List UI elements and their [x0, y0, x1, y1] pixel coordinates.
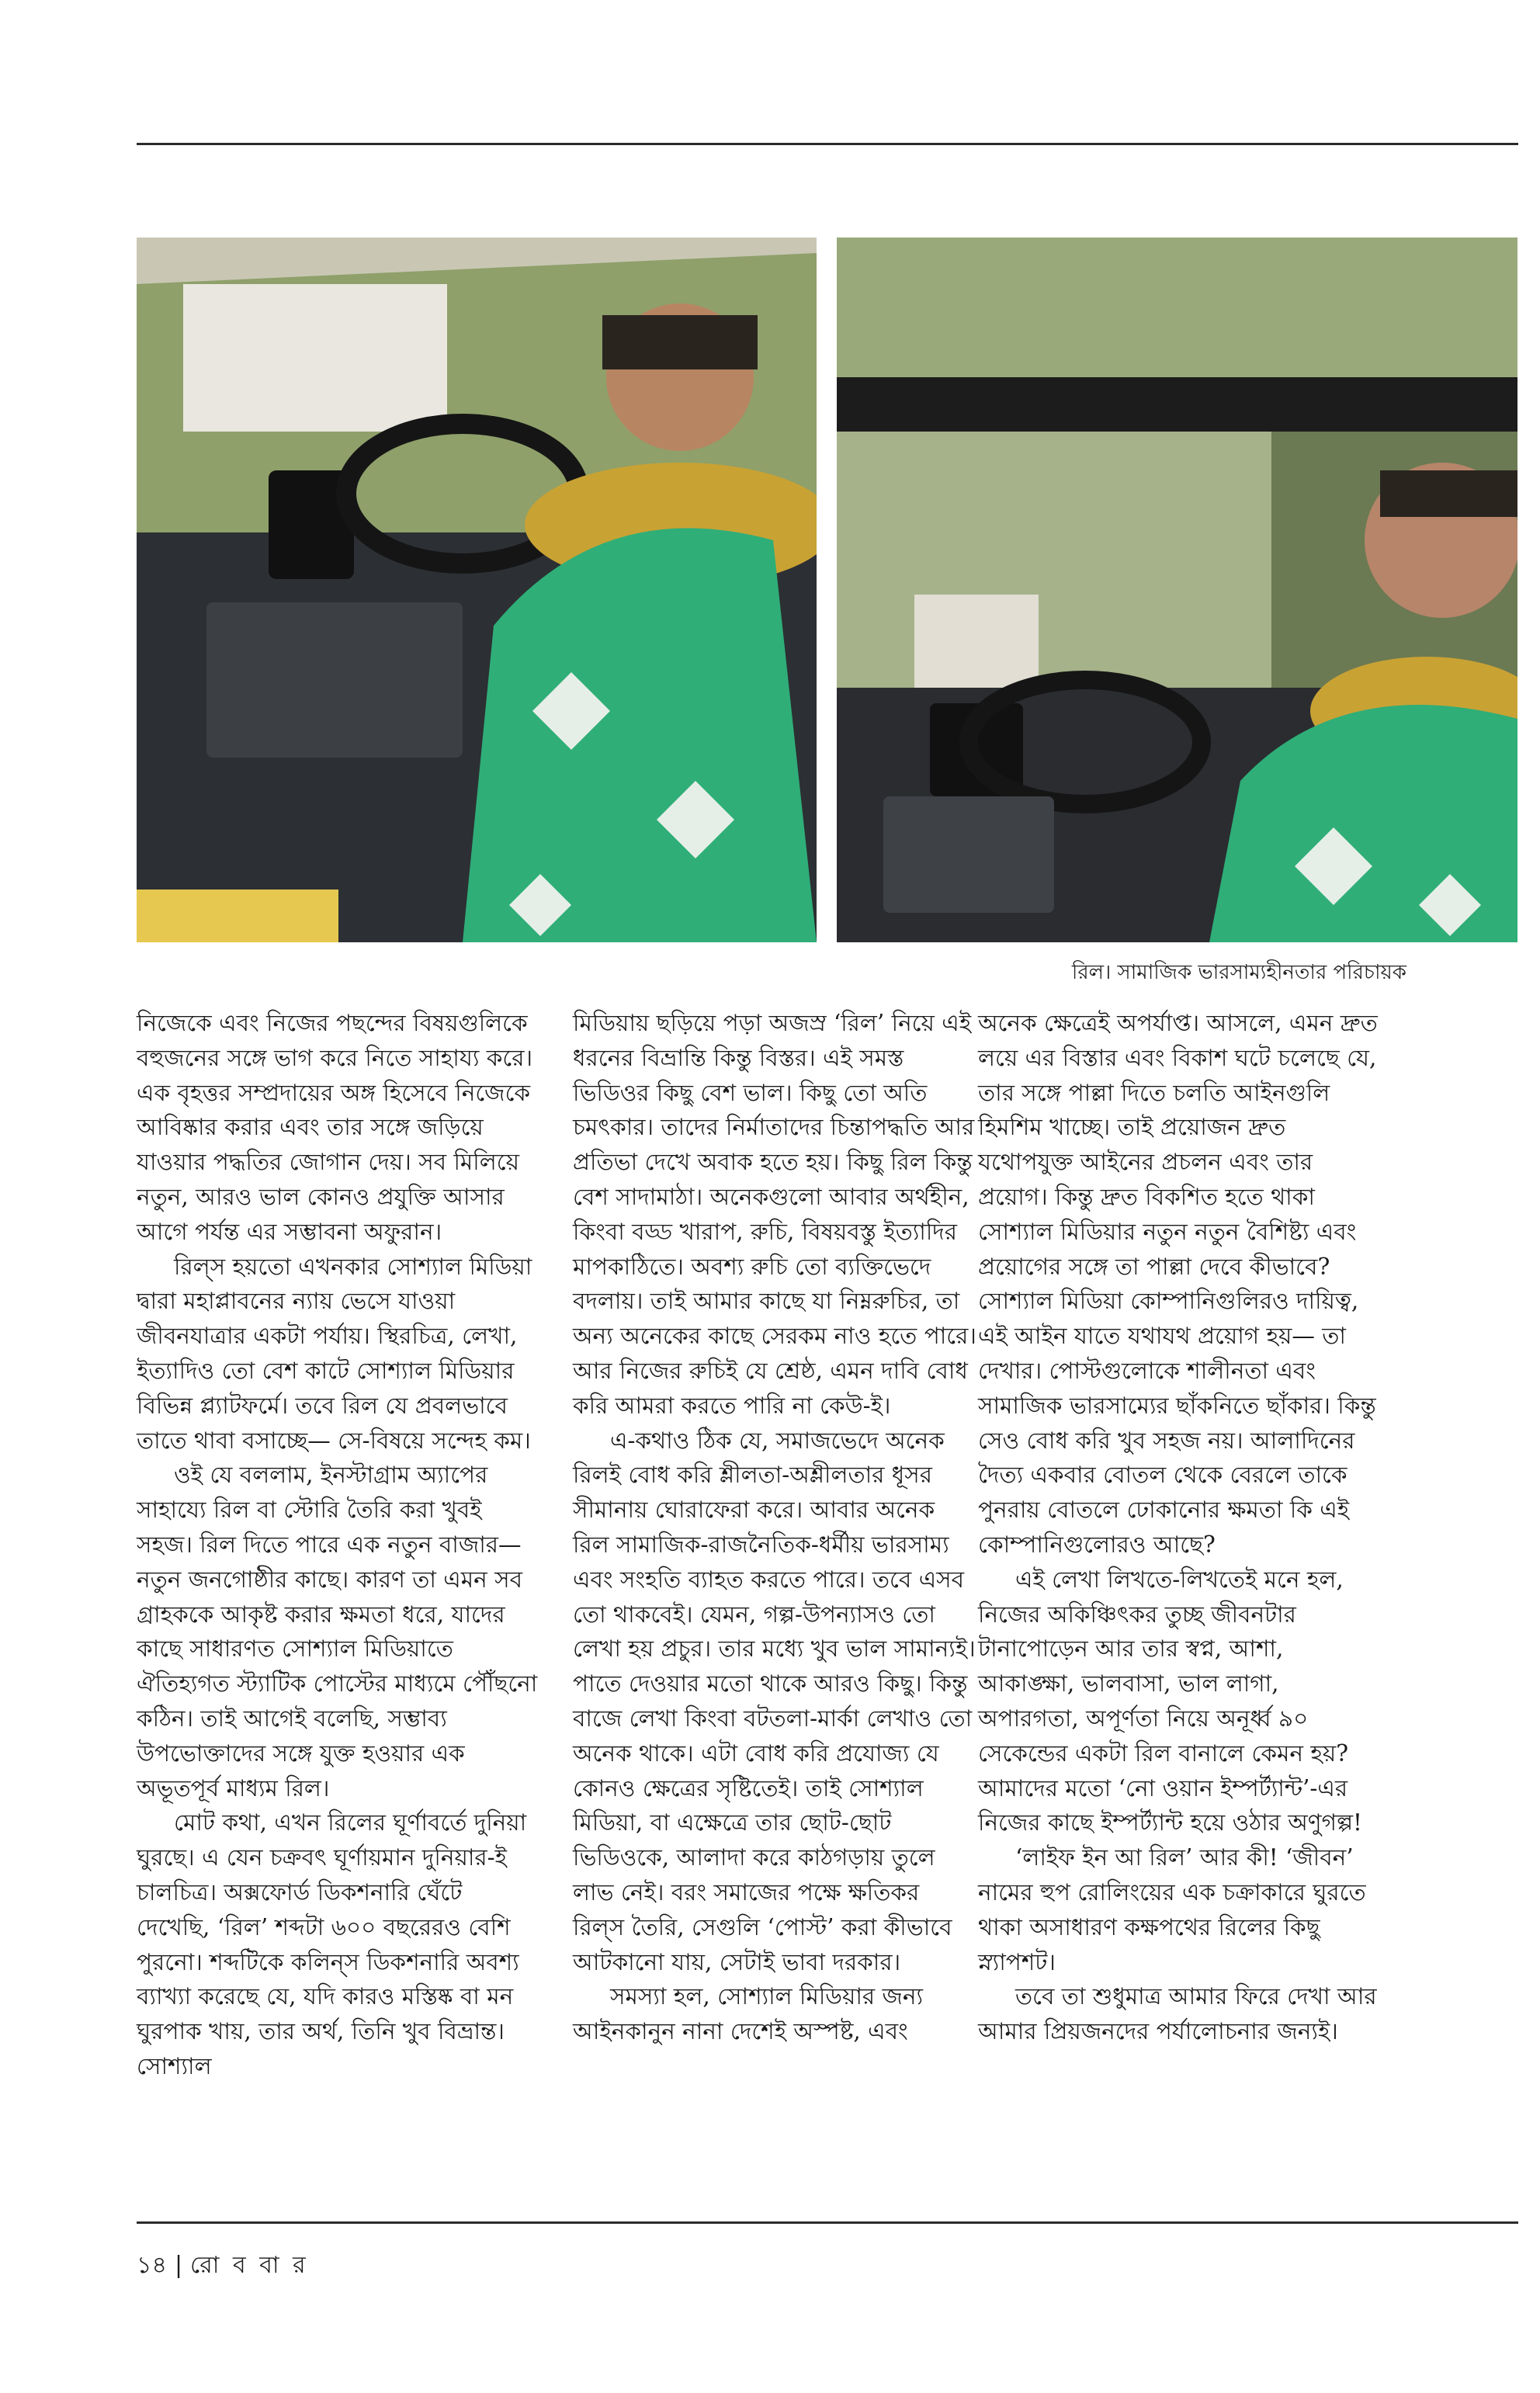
photo-driver-front	[137, 238, 817, 942]
footer-rule	[137, 2221, 1518, 2224]
article-column-2	[573, 1006, 976, 2049]
paragraph: মোট কথা, এখন রিলের ঘূর্ণাবর্তে দুনিয়া ঘুরছে। এ যেন চক্রবৎ ঘূর্ণায়মান দুনিয়ার-ই চালচিত্র। অক্সফোর্ড ডিকশনারি ঘেঁটে দেখেছি, ‘রিল’ শব্দটা ৬০০ বছরেরও বেশি পুরনো। শব্দটিকে কলিন্‌স ডিকশনারি অবশ্য ব্যাখ্যা করেছে যে, যদি কারও মস্তিষ্ক বা মন ঘুরপাক খায়, তার অর্থ, তিনি খুব বিভ্রান্ত। সোশ্যাল	[137, 1809, 527, 2079]
car-driver-photo-icon	[837, 238, 1517, 942]
paragraph: এই লেখা লিখতে-লিখতেই মনে হল, নিজের অকিঞ্চিৎকর তুচ্ছ জীবনটার টানাপোড়েন আর তার স্বপ্ন, আশা, আকাঙ্ক্ষা, ভালবাসা, ভাল লাগা, অপারগতা, অপূর্ণতা নিয়ে অনূর্ধ্ব ৯০ সেকেন্ডের একটা রিল বানালে কেমন হয়? আমাদের মতো ‘নো ওয়ান ইম্পর্ট্যান্ট’-এর নিজের কাছে ইম্পর্ট্যান্ট হয়ে ওঠার অণুগল্প!	[978, 1566, 1362, 1836]
header-rule	[137, 143, 1518, 145]
paragraph: ওই যে বললাম, ইনস্টাগ্রাম অ্যাপের সাহায্যে রিল বা স্টোরি তৈরি করা খুবই সহজ। রিল দিতে পারে এক নতুন বাজার— নতুন জনগোষ্ঠীর কাছে। কারণ তা এমন সব গ্রাহককে আকৃষ্ট করার ক্ষমতা ধরে, যাদের কাছে সাধারণত সোশ্যাল মিডিয়াতে ঐতিহ্যগত স্ট্যাটিক পোস্টের মাধ্যমে পৌঁছনো কঠিন। তাই আগেই বলেছি, সম্ভাব্য উপভোক্তাদের সঙ্গে যুক্ত হওয়ার এক অভূতপূর্ব মাধ্যম রিল।	[137, 1462, 538, 1802]
paragraph: তবে তা শুধুমাত্র আমার ফিরে দেখা আর আমার প্রিয়জনদের পর্যালোচনার জন্যই।	[978, 1983, 1377, 2045]
paragraph: অনেক ক্ষেত্রেই অপর্যাপ্ত। আসলে, এমন দ্রুত লয়ে এর বিস্তার এবং বিকাশ ঘটে চলেছে যে, তার সঙ্গে পাল্লা দিতে চলতি আইনগুলি হিমশিম খাচ্ছে। তাই প্রয়োজন দ্রুত যথোপযুক্ত আইনের প্রচলন এবং তার প্রয়োগ। কিন্তু দ্রুত বিকশিত হতে থাকা সোশ্যাল মিডিয়ার নতুন নতুন বৈশিষ্ট্য এবং প্রয়োগের সঙ্গে তা পাল্লা দেবে কীভাবে? সোশ্যাল মিডিয়া কোম্পানিগুলিরও দায়িত্ব, এই আইন যাতে যথাযথ প্রয়োগ হয়— তা দেখার। পোস্টগুলোকে শালীনতা এবং সামাজিক ভারসাম্যের ছাঁকনিতে ছাঁকার। কিন্তু সেও বোধ করি খুব সহজ নয়। আলাদিনের দৈত্য একবার বোতল থেকে বেরলে তাকে পুনরায় বোতলে ঢোকানোর ক্ষমতা কি এই কোম্পানিগুলোরও আছে?	[978, 1010, 1378, 1558]
photo-caption: রিল। সামাজিক ভারসাম্যহীনতার পরিচায়ক	[1071, 961, 1406, 984]
page-folio	[137, 2246, 309, 2286]
paragraph: মিডিয়ায় ছড়িয়ে পড়া অজস্র ‘রিল’ নিয়ে এই ধরনের বিভ্রান্তি কিন্তু বিস্তর। এই সমস্ত ভিডিওর কিছু বেশ ভাল। কিছু তো অতি চমৎকার। তাদের নির্মাতাদের চিন্তাপদ্ধতি আর প্রতিভা দেখে অবাক হতে হয়। কিছু রিল কিন্তু বেশ সাদামাঠা। অনেকগুলো আবার অর্থহীন, কিংবা বড্ড খারাপ, রুচি, বিষয়বস্তু ইত্যাদির মাপকাঠিতে। অবশ্য রুচি তো ব্যক্তিভেদে বদলায়। তাই আমার কাছে যা নিম্নরুচির, তা অন্য অনেকের কাছে সেরকম নাও হতে পারে। আর নিজের রুচিই যে শ্রেষ্ঠ, এমন দাবি বোধ করি আমরা করতে পারি না কেউ-ই।	[573, 1010, 976, 1419]
page-number: ১৪	[137, 2252, 167, 2279]
article-column-1	[137, 1006, 540, 2084]
article-column-3	[978, 1006, 1382, 2049]
paragraph: এ-কথাও ঠিক যে, সমাজভেদে অনেক রিলই বোধ করি শ্লীলতা-অশ্লীলতার ধূসর সীমানায় ঘোরাফেরা করে। আবার অনেক রিল সামাজিক-রাজনৈতিক-ধর্মীয় ভারসাম্য এবং সংহতি ব্যাহত করতে পারে। তবে এসব তো থাকবেই। যেমন, গল্প-উপন্যাসও তো লেখা হয় প্রচুর। তার মধ্যে খুব ভাল সামান্যই। পাতে দেওয়ার মতো থাকে আরও কিছু। কিন্তু বাজে লেখা কিংবা বটতলা-মার্কা লেখাও তো অনেক থাকে। এটা বোধ করি প্রযোজ্য যে কোনও ক্ষেত্রের সৃষ্টিতেই। তাই সোশ্যাল মিডিয়া, বা এক্ষেত্রে তার ছোট-ছোট ভিডিওকে, আলাদা করে কাঠগড়ায় তুলে লাভ নেই। বরং সমাজের পক্ষে ক্ষতিকর রিল্‌স তৈরি, সেগুলি ‘পোস্ট’ করা কীভাবে আটকানো যায়, সেটাই ভাবা দরকার।	[573, 1427, 976, 1975]
paragraph: সমস্যা হল, সোশ্যাল মিডিয়ার জন্য আইনকানুন নানা দেশেই অস্পষ্ট, এবং	[573, 1983, 924, 2045]
folio-separator: |	[174, 2252, 183, 2279]
photo-driver-side	[837, 238, 1517, 942]
magazine-name: রো ব বা র	[190, 2252, 309, 2279]
paragraph: রিল্‌স হয়তো এখনকার সোশ্যাল মিডিয়া দ্বারা মহাপ্লাবনের ন্যায় ভেসে যাওয়া জীবনযাত্রার একটা পর্যায়। স্থিরচিত্র, লেখা, ইত্যাদিও তো বেশ কাটে সোশ্যাল মিডিয়ার বিভিন্ন প্ল্যাটফর্মে। তবে রিল যে প্রবলভাবে তাতে থাবা বসাচ্ছে— সে-বিষয়ে সন্দেহ কম।	[137, 1253, 532, 1454]
paragraph: নিজেকে এবং নিজের পছন্দের বিষয়গুলিকে বহুজনের সঙ্গে ভাগ করে নিতে সাহায্য করে। এক বৃহত্তর সম্প্রদায়ের অঙ্গ হিসেবে নিজেকে আবিষ্কার করার এবং তার সঙ্গে জড়িয়ে যাওয়ার পদ্ধতির জোগান দেয়। সব মিলিয়ে নতুন, আরও ভাল কোনও প্রযুক্তি আসার আগে পর্যন্ত এর সম্ভাবনা অফুরান।	[137, 1010, 533, 1245]
paragraph: ‘লাইফ ইন আ রিল’ আর কী! ‘জীবন’ নামের হুপ রোলিংয়ের এক চক্রাকারে ঘুরতে থাকা অসাধারণ কক্ষপথের রিলের কিছু স্ন্যাপশট।	[978, 1844, 1366, 1975]
car-driver-photo-icon	[137, 238, 817, 942]
